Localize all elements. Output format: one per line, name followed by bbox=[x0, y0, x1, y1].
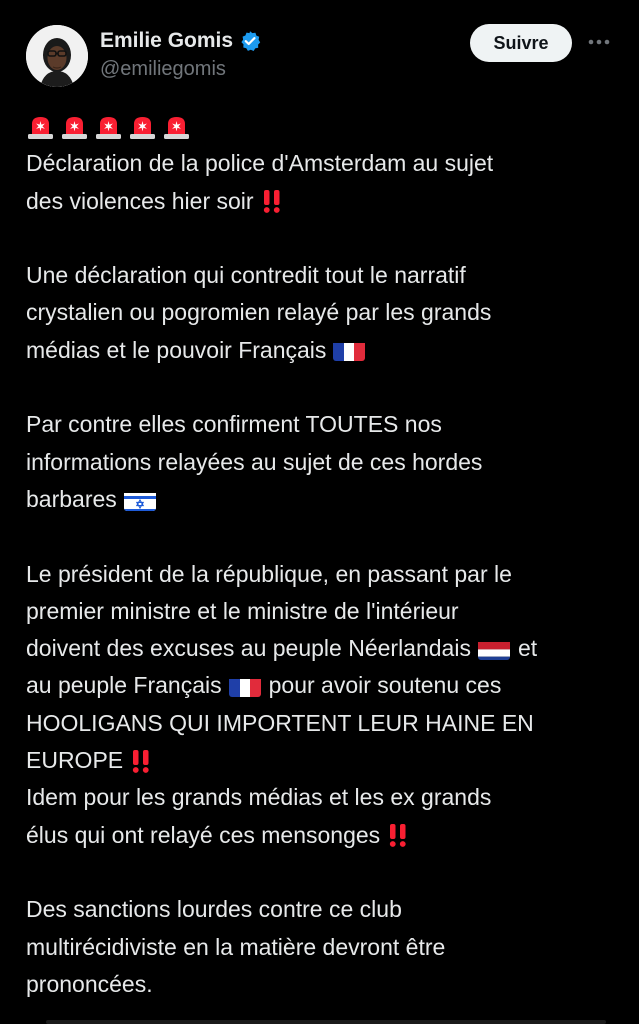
tweet-line-text: HOOLIGANS QUI IMPORTENT LEUR HAINE EN bbox=[26, 709, 534, 736]
tweet-line-text: au peuple Français bbox=[26, 672, 222, 699]
tweet-text bbox=[26, 108, 620, 1003]
tweet-line-text: élus qui ont relayé ces mensonges bbox=[26, 821, 381, 848]
tweet-line-text: premier ministre et le ministre de l'intérieur bbox=[26, 597, 459, 624]
tweet-line bbox=[26, 294, 620, 331]
tweet-line bbox=[26, 929, 620, 966]
double-exclamation-icon bbox=[130, 748, 152, 774]
tweet-line-text: crystalien ou pogromien relayé par les grands bbox=[26, 299, 492, 326]
tweet-line-text: EUROPE bbox=[26, 747, 124, 774]
bottom-divider bbox=[46, 1020, 606, 1024]
siren-emoji-row bbox=[26, 108, 620, 145]
siren-icon bbox=[60, 112, 89, 141]
tweet-line-text: et bbox=[517, 635, 538, 662]
tweet-line-text: Idem pour les grands médias et les ex grands bbox=[26, 784, 492, 811]
flag-france-icon bbox=[229, 675, 261, 697]
tweet-line bbox=[26, 667, 620, 704]
tweet-line bbox=[26, 779, 620, 816]
tweet-line bbox=[26, 481, 620, 518]
tweet-line-text: multirécidiviste en la matière devront être bbox=[26, 933, 446, 960]
tweet-line-text: Déclaration de la police d'Amsterdam au sujet bbox=[26, 150, 494, 177]
double-exclamation-icon bbox=[261, 188, 283, 214]
siren-icon bbox=[94, 112, 123, 141]
ellipsis-icon[interactable] bbox=[586, 32, 612, 52]
tweet-line-text: prononcées. bbox=[26, 970, 153, 997]
avatar-photo bbox=[26, 25, 88, 87]
tweet-line-text: Le président de la république, en passant par le bbox=[26, 560, 512, 587]
tweet-line bbox=[26, 891, 620, 928]
tweet-line bbox=[26, 593, 620, 630]
tweet-line-text: des violences hier soir bbox=[26, 187, 254, 214]
tweet-line-text: Des sanctions lourdes contre ce club bbox=[26, 896, 402, 923]
tweet-line bbox=[26, 145, 620, 182]
tweet-line-gap bbox=[26, 518, 620, 555]
tweet-line-gap bbox=[26, 369, 620, 406]
tweet-line-gap bbox=[26, 220, 620, 257]
tweet-line bbox=[26, 556, 620, 593]
tweet-line bbox=[26, 742, 620, 779]
tweet-line bbox=[26, 817, 620, 854]
tweet-line bbox=[26, 332, 620, 369]
tweet-line-text: informations relayées au sujet de ces hordes bbox=[26, 448, 483, 475]
flag-france-icon bbox=[333, 339, 365, 361]
author-handle[interactable]: @emiliegomis bbox=[100, 58, 226, 80]
tweet-line bbox=[26, 183, 620, 220]
tweet-header bbox=[0, 0, 639, 100]
tweet-line-text: médias et le pouvoir Français bbox=[26, 336, 327, 363]
flag-israel-icon bbox=[124, 489, 156, 511]
tweet-line bbox=[26, 705, 620, 742]
siren-icon bbox=[162, 112, 191, 141]
tweet-line bbox=[26, 630, 620, 667]
siren-icon bbox=[26, 112, 55, 141]
flag-netherlands-icon bbox=[478, 638, 510, 660]
tweet-line-text: pour avoir soutenu ces bbox=[268, 672, 502, 699]
tweet-line-text: Par contre elles confirment TOUTES nos bbox=[26, 411, 442, 438]
double-exclamation-icon bbox=[387, 822, 409, 848]
tweet-line bbox=[26, 406, 620, 443]
tweet-line bbox=[26, 966, 620, 1003]
siren-icon bbox=[128, 112, 157, 141]
tweet-line-text: barbares bbox=[26, 485, 117, 512]
follow-button[interactable]: Suivre bbox=[470, 24, 572, 62]
author-name-row bbox=[100, 28, 261, 54]
tweet-line bbox=[26, 257, 620, 294]
tweet-line-text: doivent des excuses au peuple Néerlandais bbox=[26, 635, 471, 662]
tweet-line-text: Une déclaration qui contredit tout le narratif bbox=[26, 262, 466, 289]
tweet-line bbox=[26, 444, 620, 481]
verified-badge-icon bbox=[239, 30, 261, 52]
avatar[interactable] bbox=[26, 25, 88, 87]
author-display-name[interactable]: Emilie Gomis bbox=[100, 29, 234, 52]
tweet-line-gap bbox=[26, 854, 620, 891]
